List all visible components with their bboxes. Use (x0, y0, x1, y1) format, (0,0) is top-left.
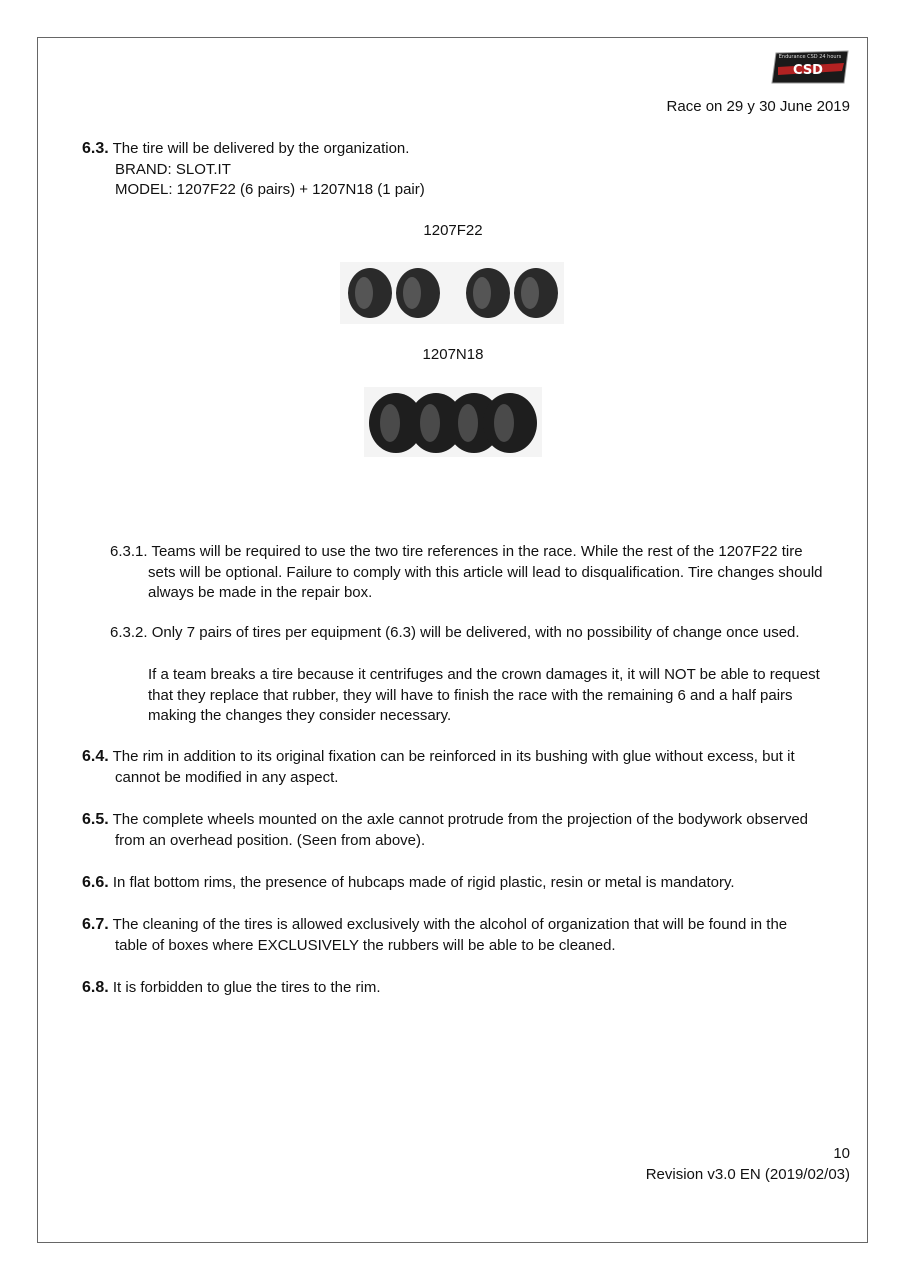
csd-logo (770, 49, 850, 85)
section-6-7 (82, 915, 787, 956)
section-6-3 (82, 139, 425, 201)
section-6-8 (82, 978, 381, 999)
section-text: It is forbidden to glue the tires to the rim. (112, 979, 381, 996)
section-6-4 (82, 747, 795, 788)
tire-image-1207f22 (340, 262, 564, 324)
section-text: sets will be optional. Failure to comply with this article will lead to disqualification. Tire changes should (148, 563, 823, 581)
section-text: making the changes they consider necessary. (148, 707, 452, 724)
tire-caption-1207f22: 1207F22 (423, 222, 483, 239)
section-6-3-2-paragraph (148, 665, 848, 727)
section-6-5 (82, 810, 808, 851)
tire-1 (348, 268, 392, 318)
section-6-6 (82, 873, 735, 894)
tire-n4 (483, 393, 537, 453)
brand-line: BRAND: SLOT.IT (115, 160, 231, 178)
svg-text:CSD: CSD (793, 63, 823, 78)
section-text: The cleaning of the tires is allowed exclusively with the alcohol of organization that will be found in the (112, 916, 788, 933)
revision-label: Revision v3.0 EN (2019/02/03) (645, 1166, 850, 1183)
section-number: 6.5. (82, 811, 109, 828)
section-number: 6.6. (82, 874, 109, 891)
section-number: 6.7. (82, 916, 109, 933)
section-number: 6.3. (82, 140, 109, 157)
section-text: The complete wheels mounted on the axle cannot protrude from the projection of the bodywork observed (112, 811, 808, 828)
tire-image-1207n18 (364, 387, 542, 457)
section-6-3-2 (110, 623, 850, 644)
section-text: The tire will be delivered by the organization. (112, 140, 410, 157)
section-text: always be made in the repair box. (148, 584, 373, 601)
section-text: Only 7 pairs of tires per equipment (6.3) will be delivered, with no possibility of change once used. (151, 624, 800, 641)
section-6-3-1 (110, 542, 850, 604)
section-text: from an overhead position. (Seen from above). (115, 831, 426, 849)
section-text: table of boxes where EXCLUSIVELY the rubbers will be able to be cleaned. (115, 936, 616, 954)
section-text: Teams will be required to use the two tire references in the race. While the rest of the 1207F22 tire (151, 543, 803, 560)
section-text: If a team breaks a tire because it centrifuges and the crown damages it, it will NOT be able to request (148, 666, 820, 683)
section-number: 6.3.2. (110, 624, 148, 641)
tire-4 (514, 268, 558, 318)
model-line: MODEL: 1207F22 (6 pairs) + 1207N18 (1 pair) (115, 181, 425, 198)
section-number: 6.8. (82, 979, 109, 996)
section-text: In flat bottom rims, the presence of hubcaps made of rigid plastic, resin or metal is mandatory. (112, 874, 735, 891)
section-text: The rim in addition to its original fixation can be reinforced in its bushing with glue without excess, but it (112, 748, 795, 765)
section-text: cannot be modified in any aspect. (115, 768, 339, 786)
tire-3 (466, 268, 510, 318)
section-number: 6.4. (82, 748, 109, 765)
svg-text:Endurance CSD 24 hours: Endurance CSD 24 hours (778, 54, 842, 60)
section-number: 6.3.1. (110, 543, 148, 560)
section-text: that they replace that rubber, they will have to finish the race with the remaining 6 and a half pairs (148, 686, 793, 704)
tire-2 (396, 268, 440, 318)
page-number: 10 (833, 1145, 850, 1162)
tire-caption-1207n18: 1207N18 (422, 346, 484, 363)
race-date: Race on 29 y 30 June 2019 (666, 98, 850, 115)
